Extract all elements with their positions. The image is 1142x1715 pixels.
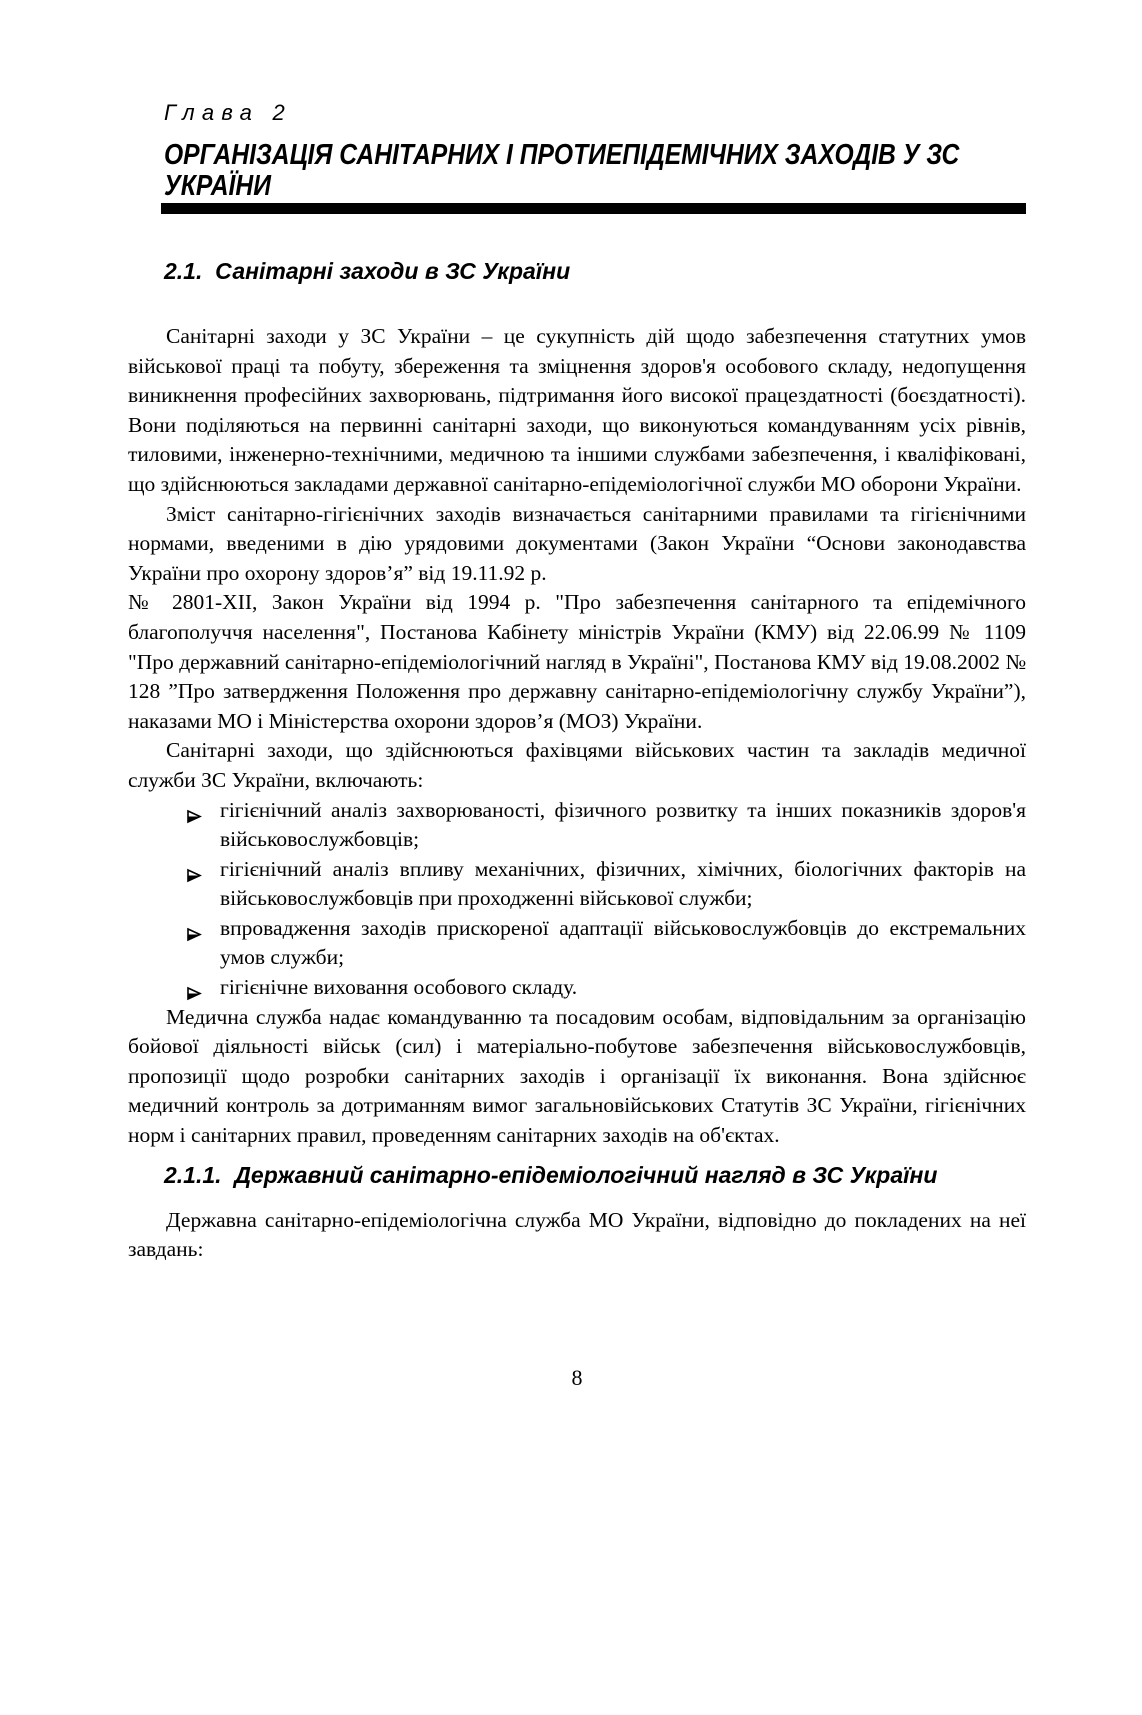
arrow-bullet-icon [186, 803, 202, 818]
page-number: 8 [571, 1364, 583, 1390]
paragraph: Державна санітарно-епідеміологічна служба МО України, відповідно до покладених на неї завдань: [128, 1207, 1026, 1262]
list-item [128, 914, 1026, 973]
section-body [128, 322, 1026, 1265]
list-item [128, 796, 1026, 855]
document-page [0, 100, 1142, 1391]
list-item-text: гігієнічний аналіз захворюваності, фізичного розвитку та інших показників здоров'я військовослужбовців; [220, 797, 1026, 852]
section-heading: 2.1. Санітарні заходи в ЗС України [164, 258, 571, 284]
arrow-bullet-icon [186, 862, 202, 877]
paragraph: № 2801-ХІІ, Закон України від 1994 р. "Про забезпечення санітарного та епідемічного благополуччя населення", Постанова Кабінету міністрів України (КМУ) від 22.06.99 № 1109 "Про державний санітарно-епідеміологічний нагляд в Україні", Постанова КМУ від 19.08.2002 № 128 ”Про затвердження Положення про державну санітарно-епідеміологічну службу України”), наказами МО і Міністерства охорони здоров’я (МОЗ) України. [128, 590, 1026, 733]
list-item-text: впровадження заходів прискореної адаптації військовослужбовців до екстремальних умов служби; [220, 915, 1026, 970]
list-item-text: гігієнічне виховання особового складу. [220, 975, 578, 1000]
chapter-label: Глава 2 [164, 100, 293, 125]
heading-rule [161, 203, 1026, 214]
paragraph: Санітарні заходи, що здійснюються фахівцями військових частин та закладів медичної служби ЗС України, включають: [128, 738, 1026, 792]
paragraph: Зміст санітарно-гігієнічних заходів визначається санітарними правилами та гігієнічними нормами, введеними в дію урядовими документами (Закон України “Основи законодавства України про охорону здоров’я” від 19.11.92 р. [128, 501, 1026, 585]
bullet-list [128, 796, 1026, 1003]
arrow-bullet-icon [186, 980, 202, 995]
list-item [128, 855, 1026, 914]
paragraph: Медична служба надає командуванню та посадовим особам, відповідальним за організацію бойової діяльності військ (сил) і матеріально-побутове забезпечення військовослужбовців, пропозиції щодо розробки санітарних заходів і організації їх виконання. Вона здійснює медичний контроль за дотриманням вимог загальновійськових Статутів ЗС України, гігієнічних норм і санітарних правил, проведенням санітарних заходів на об'єктах. [128, 1004, 1026, 1148]
arrow-bullet-icon [186, 921, 202, 936]
list-item-text: гігієнічний аналіз впливу механічних, фізичних, хімічних, біологічних факторів на військовослужбовців при проходженні військової служби; [220, 856, 1026, 911]
paragraph: Санітарні заходи у ЗС України – це сукупність дій щодо забезпечення статутних умов військової праці та побуту, збереження та зміцнення здоров'я особового складу, недопущення виникнення професійних захворювань, підтримання його високої працездатності (боєздатності). Вони поділяються на первинні санітарні заходи, що виконуються командуванням усіх рівнів, тиловими, інженерно-технічними, медичною та іншими службами забезпечення, і кваліфіковані, що здійснюються закладами державної санітарно-епідеміологічної служби МО оборони України. [128, 324, 1026, 496]
chapter-title: ОРГАНІЗАЦІЯ САНІТАРНИХ І ПРОТИЕПІДЕМІЧНИХ ЗАХОДІВ У ЗС УКРАЇНИ [164, 139, 967, 202]
list-item [128, 973, 1026, 1003]
subsection-heading: 2.1.1. Державний санітарно-епідеміологічний нагляд в ЗС України [164, 1161, 938, 1188]
